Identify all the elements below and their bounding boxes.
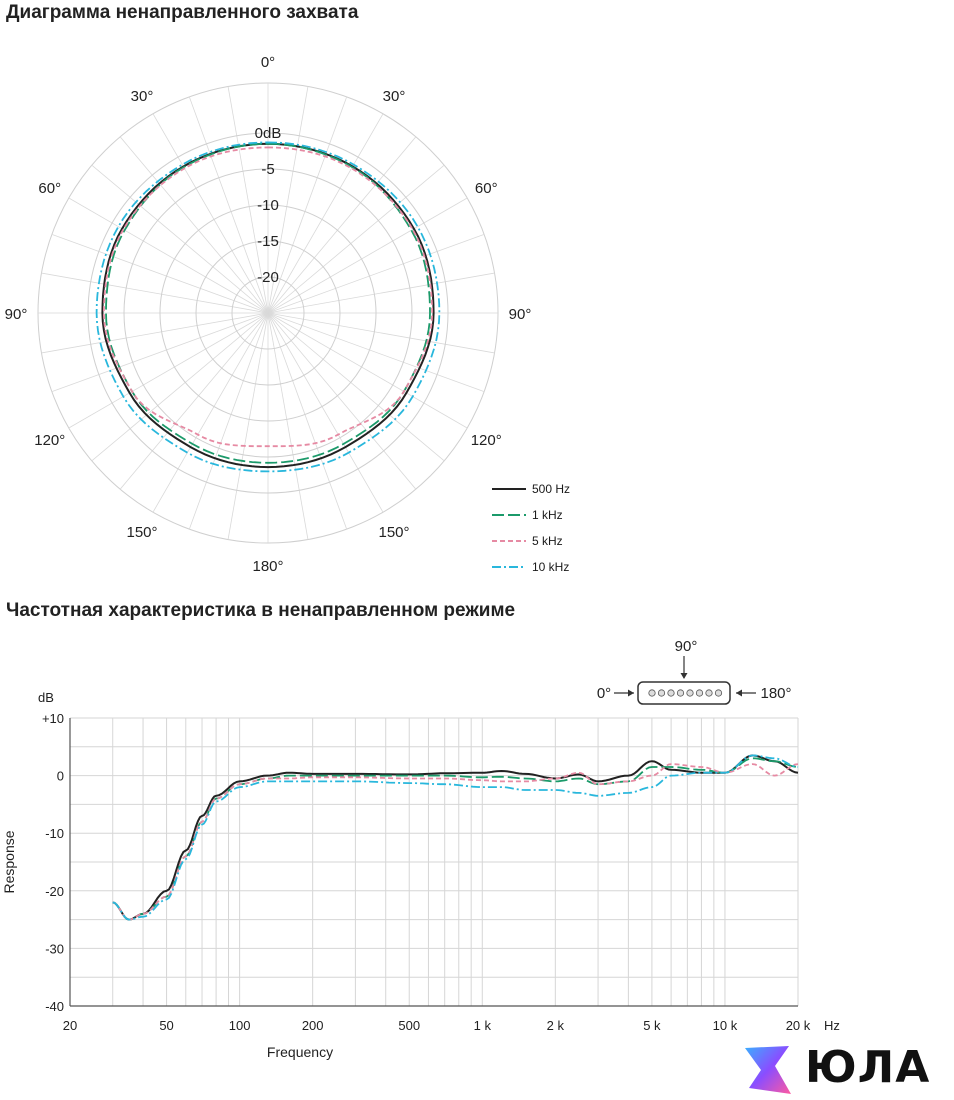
polar-spoke	[189, 313, 268, 529]
freq-x-tick-label: 5 k	[643, 1018, 661, 1033]
legend-label: 10 kHz	[532, 560, 570, 574]
polar-angle-label: 0°	[260, 54, 276, 71]
polar-radial-label: -10	[257, 197, 279, 214]
polar-chart-title: Диаграмма ненаправленного захвата	[6, 2, 359, 23]
polar-spoke	[268, 234, 484, 313]
polar-spoke	[120, 137, 268, 313]
freq-x-tick-label: 50	[159, 1018, 174, 1033]
mic-capsule	[696, 690, 702, 696]
arrowhead-90	[681, 673, 688, 679]
legend-item	[492, 476, 612, 502]
polar-spoke	[52, 313, 268, 392]
polar-angle-label: 180°	[252, 558, 284, 575]
freq-x-tick-label: 1 k	[473, 1018, 491, 1033]
inset-label-180: 180°	[760, 685, 792, 702]
inset-label-0: 0°	[596, 685, 612, 702]
mic-capsule	[677, 690, 683, 696]
polar-angle-label: 150°	[126, 524, 158, 542]
polar-angle-label: 150°	[378, 524, 410, 542]
freq-y-tick-label: -30	[45, 941, 64, 957]
freq-x-tick-label: 20 k	[785, 1018, 811, 1033]
mic-capsule	[668, 690, 674, 696]
polar-spoke	[268, 313, 484, 392]
freq-y-tick-label: -40	[45, 999, 64, 1014]
yula-logo	[735, 1042, 950, 1098]
mic-orientation-inset	[597, 638, 792, 704]
freq-series-line	[113, 764, 798, 920]
freq-x-axis-label: Frequency	[266, 1044, 334, 1060]
polar-radial-label: -15	[257, 233, 279, 250]
polar-angle-label: 90°	[508, 306, 532, 323]
legend-label: 5 kHz	[532, 534, 563, 548]
legend-swatch	[492, 510, 526, 520]
mic-capsule	[687, 690, 693, 696]
legend-label: 1 kHz	[532, 508, 563, 522]
polar-angle-label: 90°	[4, 306, 28, 323]
freq-y-unit: dB	[38, 690, 54, 705]
freq-chart	[1, 690, 840, 1060]
freq-x-tick-label: 20	[62, 1018, 78, 1033]
freq-series-line	[113, 755, 798, 919]
freq-x-tick-label: 10 k	[712, 1018, 738, 1033]
legend-swatch	[492, 562, 526, 572]
freq-x-unit: Hz	[824, 1018, 840, 1033]
yula-logo-icon	[735, 1042, 795, 1098]
polar-angle-label: 30°	[130, 87, 154, 105]
freq-x-tick-label: 2 k	[546, 1018, 565, 1033]
inset-label-90: 90°	[674, 638, 698, 655]
polar-spoke	[120, 313, 268, 489]
arrowhead-180	[736, 690, 742, 697]
mic-capsule	[649, 690, 655, 696]
polar-radial-label: 0dB	[254, 125, 282, 142]
legend-label: 500 Hz	[532, 482, 571, 496]
mic-capsule	[715, 690, 721, 696]
mic-capsule	[658, 690, 664, 696]
freq-y-axis-label: Response	[1, 830, 17, 894]
polar-spoke	[268, 313, 416, 489]
polar-angle-label: 120°	[34, 432, 66, 449]
freq-y-tick-label: -10	[45, 826, 64, 842]
legend-item	[492, 554, 612, 580]
polar-radial-label: -5	[261, 161, 275, 178]
polar-angle-label: 60°	[474, 180, 498, 197]
freq-chart-title: Частотная характеристика в ненаправленном режиме	[6, 600, 516, 621]
polar-chart	[5, 54, 532, 575]
polar-angle-label: 120°	[470, 432, 502, 449]
freq-x-tick-label: 100	[228, 1018, 251, 1033]
yula-logo-text: ЮЛА	[805, 1042, 931, 1093]
polar-angle-label: 60°	[38, 180, 62, 197]
legend-item	[492, 528, 612, 554]
legend-swatch	[492, 484, 526, 494]
freq-series-line	[113, 755, 798, 919]
mic-capsule	[706, 690, 712, 696]
polar-angle-label: 30°	[382, 87, 406, 105]
polar-radial-label: -20	[257, 269, 279, 286]
legend-swatch	[492, 536, 526, 546]
freq-y-tick-label: +10	[41, 711, 64, 726]
freq-x-tick-label: 500	[398, 1018, 421, 1033]
arrowhead-0	[628, 690, 634, 697]
polar-spoke	[268, 313, 347, 529]
polar-legend	[492, 476, 612, 580]
legend-item	[492, 502, 612, 528]
freq-y-tick-label: -20	[45, 883, 64, 899]
freq-series-line	[113, 758, 798, 919]
polar-spoke	[52, 234, 268, 313]
freq-y-tick-label: 0	[56, 768, 64, 784]
freq-x-tick-label: 200	[301, 1018, 324, 1033]
